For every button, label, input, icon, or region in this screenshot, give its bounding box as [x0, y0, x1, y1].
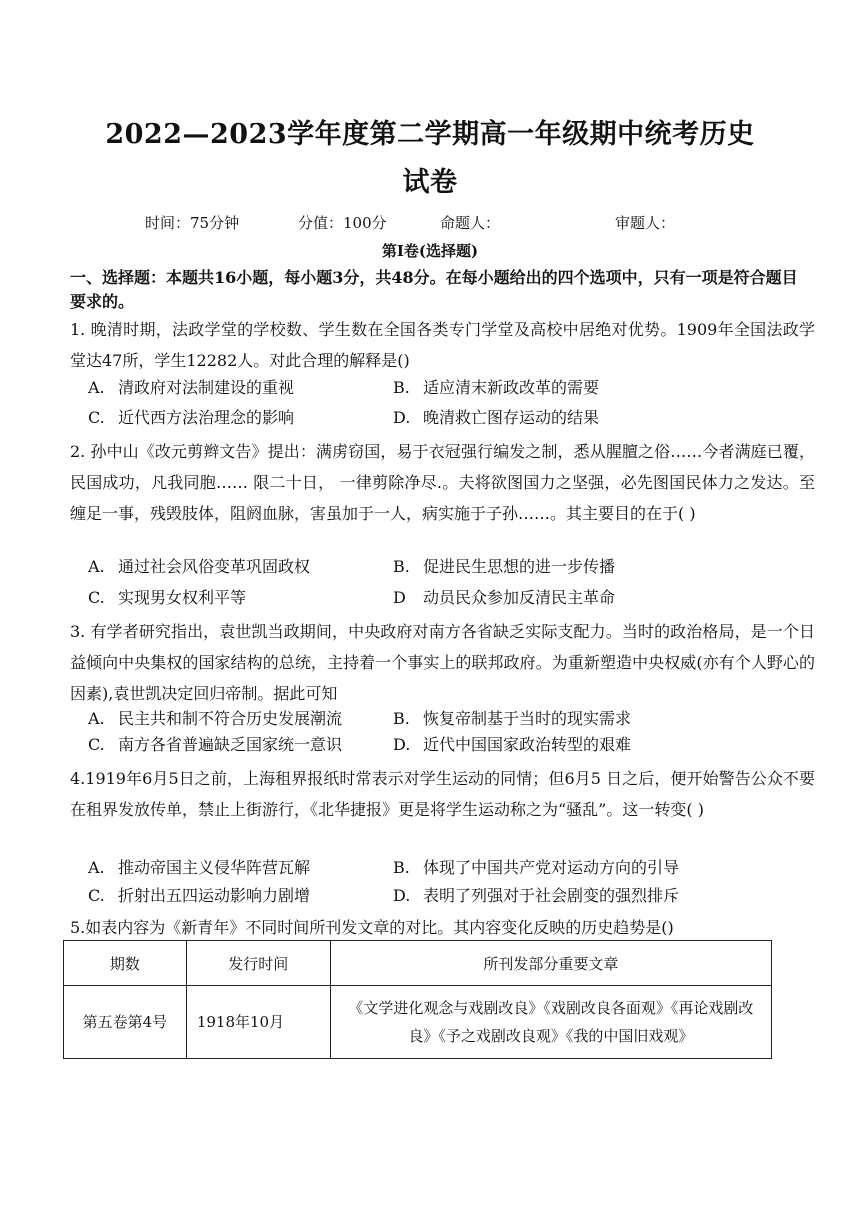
question-3-option-c	[88, 733, 342, 757]
question-4-option-a	[88, 856, 310, 880]
option-text: 恢复帝制基于当时的现实需求	[423, 709, 632, 728]
option-text: 折射出五四运动影响力剧增	[118, 886, 311, 905]
option-text: 动员民众参加反清民主革命	[423, 588, 616, 607]
section-instruction: 一、选择题：本题共16小题，每小题3分，共48分。在每小题给出的四个选项中，只有一项是符合题目要求的。	[70, 268, 798, 311]
option-text: 促进民生思想的进一步传播	[423, 557, 616, 576]
exam-reviewer: 审题人：	[615, 214, 676, 232]
option-letter: B.	[393, 378, 410, 397]
question-4-stem: 4.1919年6月5日之前，上海租界报纸时常表示对学生运动的同情；但6月5 日之后，便开始警告公众不要在租界发放传单，禁止上街游行，《北华捷报》更是将学生运动称之为“骚乱”。这一转变( )	[70, 769, 815, 819]
table-cell-issue: 第五卷第4号	[64, 986, 187, 1059]
option-letter: A.	[88, 709, 105, 728]
option-text: 南方各省普遍缺乏国家统一意识	[118, 735, 343, 754]
option-letter: B.	[393, 557, 410, 576]
table-row	[64, 986, 772, 1059]
articles-table	[63, 940, 772, 1059]
question-3-option-a	[88, 707, 342, 731]
question-1-option-b	[393, 376, 599, 400]
table-header-date: 发行时间	[186, 941, 330, 986]
option-text: 清政府对法制建设的重视	[118, 378, 295, 397]
option-text: 近代西方法治理念的影响	[118, 408, 295, 427]
option-text: 实现男女权利平等	[118, 588, 247, 607]
question-3-option-b	[393, 707, 631, 731]
option-letter: D.	[393, 408, 411, 427]
option-text: 近代中国国家政治转型的艰难	[423, 735, 632, 754]
option-text: 通过社会风俗变革巩固政权	[118, 557, 311, 576]
question-1-option-c	[88, 406, 294, 430]
exam-title-line1: 2022—2023学年度第二学期高一年级期中统考历史	[105, 119, 755, 150]
option-text: 表明了列强对于社会剧变的强烈排斥	[423, 886, 680, 905]
question-2-option-c	[88, 586, 246, 610]
question-5-stem: 5.如表内容为《新青年》不同时间所刊发文章的对比。其内容变化反映的历史趋势是()	[70, 918, 674, 937]
exam-author: 命题人：	[440, 214, 501, 232]
option-letter: D.	[393, 735, 411, 754]
question-4-option-b	[393, 856, 679, 880]
question-2-option-a	[88, 555, 310, 579]
table-cell-articles: 《文学进化观念与戏剧改良》《戏剧改良各面观》《再论戏剧改良》《予之戏剧改良观》《我的中国旧戏观》	[330, 986, 771, 1059]
table-cell-date: 1918年10月	[186, 986, 330, 1059]
option-text: 适应清末新政改革的需要	[423, 378, 600, 397]
exam-time: 时间：75分钟	[145, 214, 240, 232]
question-4-option-c	[88, 884, 310, 908]
question-1-option-a	[88, 376, 294, 400]
question-1-option-d	[393, 406, 599, 430]
section-heading: 第Ⅰ卷(选择题)	[381, 242, 479, 260]
table-header-articles: 所刊发部分重要文章	[330, 941, 771, 986]
exam-score: 分值：100分	[298, 214, 387, 232]
option-text: 推动帝国主义侵华阵营瓦解	[118, 858, 311, 877]
option-letter: A.	[88, 557, 105, 576]
option-letter: A.	[88, 378, 105, 397]
question-2-option-b	[393, 555, 615, 579]
option-text: 民主共和制不符合历史发展潮流	[118, 709, 343, 728]
question-2-stem: 2. 孙中山《改元剪辫文告》提出：满虏窃国，易于衣冠强行编发之制，悉从腥膻之俗……今者满庭已覆，民国成功，凡我同胞…… 限二十日， 一律剪除净尽.。夫将欲图国力之坚强，必先图国民体力之发达。至缠足一事，残毁肢体，阻阏血脉，害虽加于一人，病实施于子孙……。其主要目的在于( )	[70, 442, 815, 523]
option-letter: C.	[88, 886, 105, 905]
option-letter: B.	[393, 858, 410, 877]
exam-title-line2: 试卷	[402, 167, 458, 198]
question-4-option-d	[393, 884, 679, 908]
question-1-stem: 1. 晚清时期，法政学堂的学校数、学生数在全国各类专门学堂及高校中居绝对优势。1909年全国法政学堂达47所，学生12282人。对此合理的解释是()	[70, 320, 815, 370]
option-letter: C.	[88, 588, 105, 607]
option-letter: A.	[88, 858, 105, 877]
question-3-stem: 3. 有学者研究指出，袁世凯当政期间，中央政府对南方各省缺乏实际支配力。当时的政治格局，是一个日益倾向中央集权的国家结构的总统，主持着一个事实上的联邦政府。为重新塑造中央权威(亦有个人野心的因素),袁世凯决定回归帝制。据此可知	[70, 622, 815, 703]
option-letter: C.	[88, 408, 105, 427]
option-letter: D.	[393, 886, 411, 905]
question-2-option-d	[393, 586, 615, 610]
option-text: 晚清救亡图存运动的结果	[423, 408, 600, 427]
option-text: 体现了中国共产党对运动方向的引导	[423, 858, 680, 877]
table-header-issue: 期数	[64, 941, 187, 986]
table-header-row	[64, 941, 772, 986]
option-letter: D	[393, 588, 406, 607]
option-letter: C.	[88, 735, 105, 754]
option-letter: B.	[393, 709, 410, 728]
question-3-option-d	[393, 733, 631, 757]
